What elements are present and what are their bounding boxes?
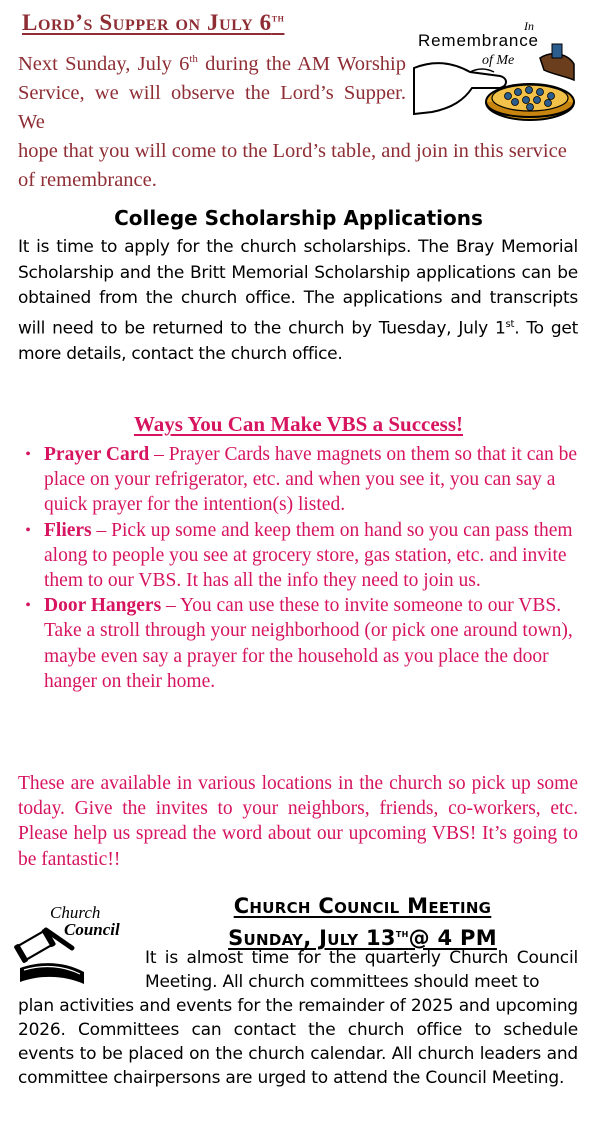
scholarship-paragraph [18,235,578,367]
scholarship-text-1: It is time to apply for the church scholarships. The Bray Memorial Scholarship and the Britt Memorial Scholarship applications can be obtained from the church office. The applications and transcripts will need to be returned to the church by Tuesday, July 1 [18,237,578,339]
image-text-in: In [524,19,534,33]
council-date-text: Sunday, July 13 [228,926,396,950]
bullet-icon: • [25,446,31,463]
logo-text-church: Church [50,903,101,922]
vbs-heading: Ways You Can Make VBS a Success! [133,412,464,436]
council-heading [160,893,565,952]
supper-paragraph [18,45,578,195]
logo-text-council: Council [64,920,120,939]
council-date-superscript: th [395,927,409,940]
supper-text-3: hope that you will come to the Lord’s table, and join in this service of remembrance. [18,139,567,191]
scholarship-heading: College Scholarship Applications [114,206,483,230]
vbs-item-text: – Pick up some and keep them on hand so you can pass them along to people you see at grocery store, gas station, etc. and invite them to our VBS. It has all the info they need to join us. [44,519,573,592]
bullet-icon: • [25,521,31,539]
council-heading-line-1: Church Council Meeting [233,894,492,918]
vbs-list [18,442,578,694]
council-text-rest: plan activities and events for the remainder of 2025 and upcoming 2026. Committees can contact the church office to schedule events to be placed on the church calendar. All church leaders and committee chairpersons are urged to attend the Council Meeting. [18,996,578,1088]
scholarship-text-superscript: st [505,318,515,330]
council-paragraph [18,946,578,1090]
supper-heading-text: Lord’s Supper on July 6 [22,10,272,35]
supper-text-superscript: th [189,53,198,65]
vbs-item-door-hangers [18,593,578,694]
vbs-closing-paragraph: These are available in various locations in the church so pick up some today. Give the invites to your neighbors, friends, co-workers, etc. Please help us spread the word about our upcoming VBS! It’s going to be fantastic!! [18,773,578,870]
vbs-item-text: – Prayer Cards have magnets on them so that it can be place on your refrigerator, etc. and when you see it, you can say a quick prayer for the intention(s) listed. [44,444,578,516]
supper-heading [22,10,284,36]
vbs-item-term: Fliers [44,519,92,541]
bullet-icon: • [25,597,31,615]
scholarship-text-2: . To get more details, contact the church office. [18,318,578,364]
council-time-text: @ 4 PM [408,926,497,950]
supper-text-1: Next Sunday, July 6 [18,52,190,75]
image-text-of-me: of Me [482,53,515,68]
supper-text-2: during the AM Worship Service, we will observe the Lord’s Supper. We [18,52,406,133]
image-text-remembrance: Remembrance [418,31,538,50]
council-text-first: It is almost time for the quarterly Church Council Meeting. All church committees should meet to [145,948,578,992]
supper-heading-superscript: th [271,10,285,25]
supper-paragraph-wrapped [18,45,406,137]
vbs-item-term: Door Hangers [44,595,162,617]
vbs-item-text: – You can use these to invite someone to our VBS. Take a stroll through your neighborhood (or pick one around town), maybe even say a prayer for the household as you place the door hanger on their home. [44,595,573,692]
vbs-item-term: Prayer Card [44,444,150,465]
vbs-item-fliers [18,518,578,594]
vbs-item-prayer-card [18,442,578,518]
